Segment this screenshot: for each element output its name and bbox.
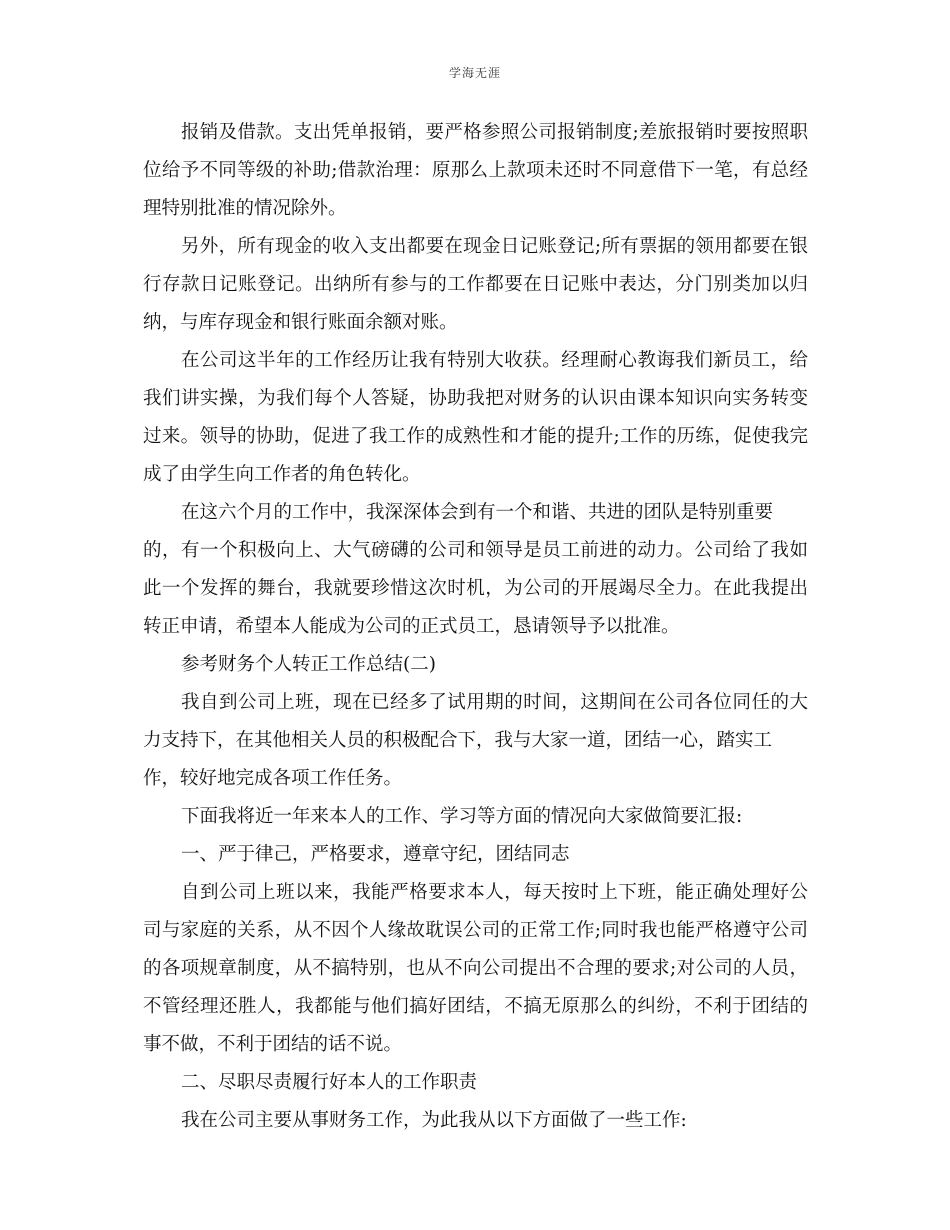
text-line: 我在公司主要从事财务工作，为此我从以下方面做了一些工作: (181, 1110, 687, 1131)
text-line: 的各项规章制度，从不搞特别，也从不向公司提出不合理的要求;对公司的人员， (143, 958, 808, 979)
text-line: 自到公司上班以来，我能严格要求本人，每天按时上下班，能正确处理好公 (181, 882, 808, 903)
text-line: 在公司这半年的工作经历让我有特别大收获。经理耐心教诲我们新员工，给 (181, 350, 808, 371)
text-line: 此一个发挥的舞台，我就要珍惜这次时机，为公司的开展竭尽全力。在此我提出 (143, 578, 808, 599)
text-line: 在这六个月的工作中，我深深体会到有一个和谐、共进的团队是特别重要 (181, 502, 774, 523)
text-line: 纳，与库存现金和银行账面余额对账。 (143, 312, 458, 333)
text-line: 成了由学生向工作者的角色转化。 (143, 464, 421, 485)
text-line: 过来。领导的协助，促进了我工作的成熟性和才能的提升;工作的历练，促使我完 (143, 426, 808, 447)
text-line: 一、严于律己，严格要求，遵章守纪，团结同志 (181, 844, 570, 865)
text-line: 二、尽职尽责履行好本人的工作职责 (181, 1072, 478, 1093)
text-line: 司与家庭的关系，从不因个人缘故耽误公司的正常工作;同时我也能严格遵守公司 (143, 920, 808, 941)
page-header: 学海无涯 (448, 66, 501, 80)
text-line: 我们讲实操，为我们每个人答疑，协助我把对财务的认识由课本知识向实务转变 (143, 388, 808, 409)
text-line: 我自到公司上班，现在已经多了试用期的时间，这期间在公司各位同任的大 (181, 692, 808, 713)
text-line: 转正申请，希望本人能成为公司的正式员工，恳请领导予以批准。 (143, 616, 680, 637)
text-line: 下面我将近一年来本人的工作、学习等方面的情况向大家做简要汇报: (181, 806, 743, 827)
text-line: 理特别批准的情况除外。 (143, 198, 347, 219)
text-line: 另外，所有现金的收入支出都要在现金日记账登记;所有票据的领用都要在银 (181, 236, 808, 257)
document-body (143, 118, 808, 1144)
text-line: 作，较好地完成各项工作任务。 (143, 768, 403, 789)
text-line: 不管经理还胜人，我都能与他们搞好团结，不搞无原那么的纠纷，不利于团结的 (143, 996, 808, 1017)
text-line: 行存款日记账登记。出纳所有参与的工作都要在日记账中表达，分门别类加以归 (143, 274, 808, 295)
text-line: 力支持下，在其他相关人员的积极配合下，我与大家一道，团结一心，踏实工 (143, 730, 773, 751)
text-line: 报销及借款。支出凭单报销，要严格参照公司报销制度;差旅报销时要按照职 (181, 122, 808, 143)
text-line: 事不做，不利于团结的话不说。 (143, 1034, 403, 1055)
text-line: 参考财务个人转正工作总结(二) (181, 654, 436, 675)
text-line: 位给予不同等级的补助;借款治理：原那么上款项未还时不同意借下一笔，有总经 (143, 160, 808, 181)
text-line: 的，有一个积极向上、大气磅礴的公司和领导是员工前进的动力。公司给了我如 (143, 540, 808, 561)
